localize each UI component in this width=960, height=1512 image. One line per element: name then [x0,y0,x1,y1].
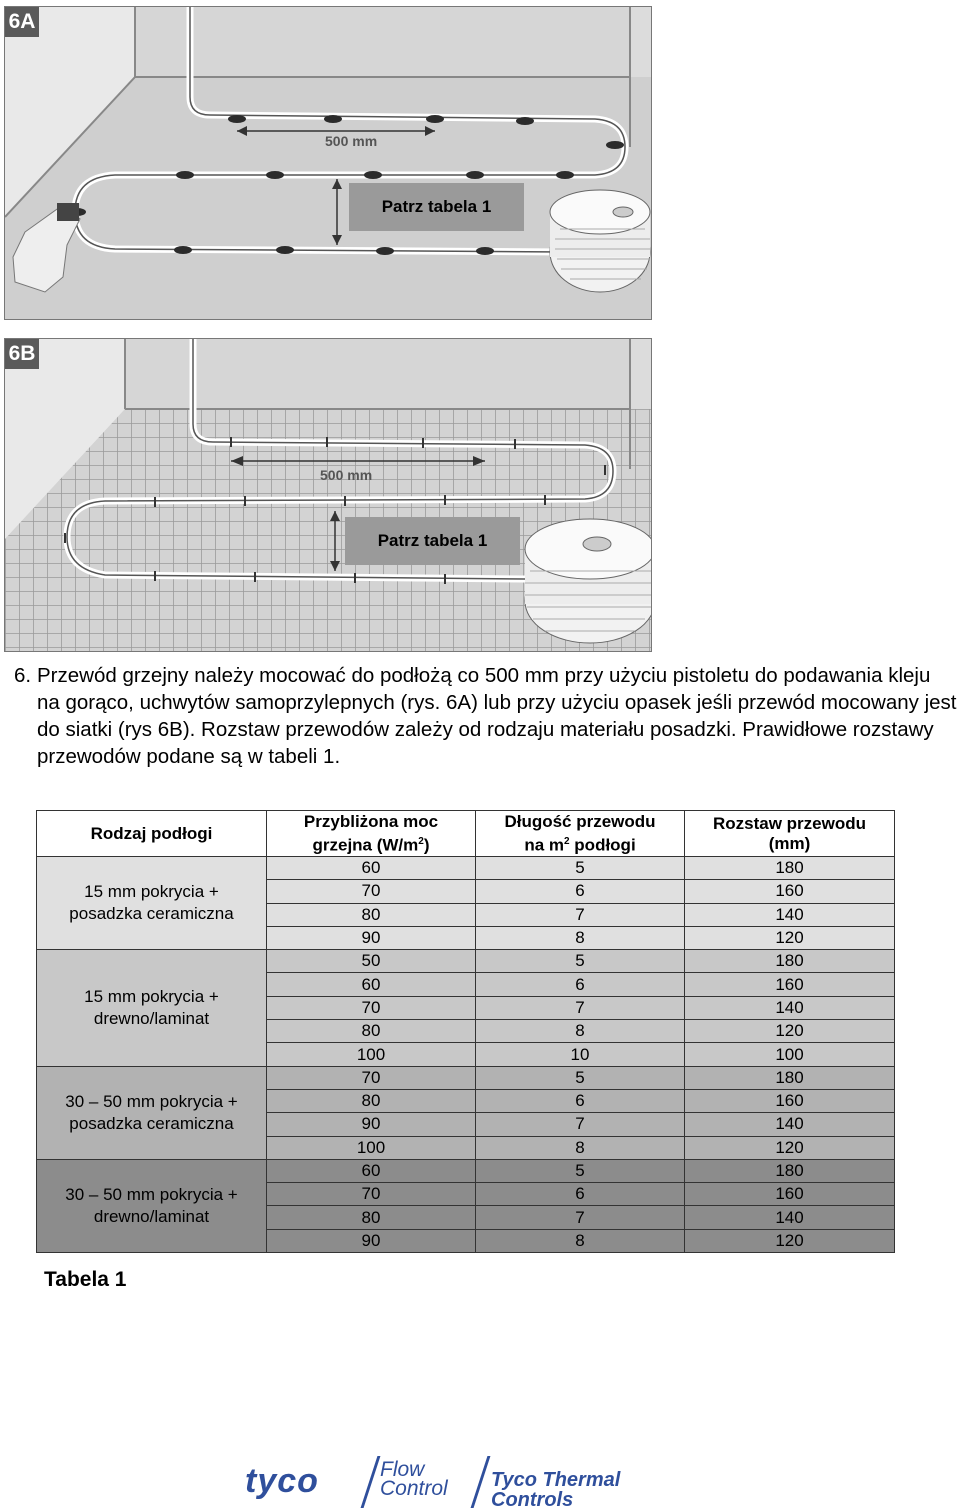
length-cell: 8 [476,1020,685,1043]
length-cell: 7 [476,1206,685,1229]
length-cell: 8 [476,926,685,949]
length-cell: 8 [476,1229,685,1252]
see-table-callout: Patrz tabela 1 [349,183,524,231]
table-row [37,1159,895,1182]
power-cell: 100 [267,1136,476,1159]
cable-spacing-table [36,810,895,1253]
spacing-cell: 160 [685,973,895,996]
spacing-cell: 160 [685,880,895,903]
power-cell: 60 [267,857,476,880]
figure-6b-illustration [5,339,651,651]
floor-type-cell: 15 mm pokrycia + posadzka ceramiczna [37,857,267,950]
table-caption: Tabela 1 [44,1268,127,1291]
power-cell: 80 [267,1020,476,1043]
table-header-row [37,811,895,857]
length-cell: 6 [476,973,685,996]
power-cell: 80 [267,1089,476,1112]
paragraph-number: 6. [14,664,32,687]
flow-control-logo: Flow Control [380,1458,448,1500]
power-cell: 70 [267,996,476,1019]
spacing-cell: 140 [685,903,895,926]
spacing-cell: 180 [685,950,895,973]
figure-6a-illustration [5,7,651,319]
logo-divider [471,1456,491,1508]
col-floor-type: Rodzaj podłogi [37,811,267,857]
length-cell: 6 [476,1183,685,1206]
length-cell: 7 [476,1113,685,1136]
floor-type-cell: 15 mm pokrycia + drewno/laminat [37,950,267,1066]
length-cell: 5 [476,1159,685,1182]
power-cell: 80 [267,903,476,926]
length-cell: 5 [476,950,685,973]
length-cell: 7 [476,996,685,1019]
figure-6a-tag: 6A [5,7,39,37]
see-table-callout: Patrz tabela 1 [345,517,520,565]
paragraph-text: Przewód grzejny należy mocować do podłożą co 500 mm przy użyciu pistoletu do podawania kleju na gorąco, uchwytów samoprzylepnych (rys. 6A) lub przy użyciu opasek jeśli przewód mocowany jest do siatki (rys 6B). Rozstaw przewodów zależy od rodzaju materiału posadzki. Prawidłowe rozstawy przewodów podane są w tabeli 1. [37,664,957,768]
power-cell: 70 [267,880,476,903]
figure-6b-tag: 6B [5,339,39,369]
tyco-logo: tyco [245,1462,319,1500]
spacing-cell: 160 [685,1089,895,1112]
spacing-cell: 140 [685,1113,895,1136]
power-cell: 60 [267,973,476,996]
figure-6b [4,338,652,652]
spacing-cell: 140 [685,1206,895,1229]
power-cell: 50 [267,950,476,973]
length-cell: 8 [476,1136,685,1159]
spacing-dimension-label: 500 mm [325,133,378,149]
power-cell: 70 [267,1066,476,1089]
spacing-cell: 120 [685,926,895,949]
logo-divider [361,1456,381,1508]
spacing-cell: 120 [685,1020,895,1043]
spacing-cell: 100 [685,1043,895,1066]
tyco-thermal-controls-logo: Tyco Thermal Controls [491,1469,621,1511]
spacing-cell: 120 [685,1229,895,1252]
spacing-cell: 120 [685,1136,895,1159]
length-cell: 5 [476,857,685,880]
power-cell: 100 [267,1043,476,1066]
floor-type-cell: 30 – 50 mm pokrycia + posadzka ceramiczna [37,1066,267,1159]
col-cable-spacing: Rozstaw przewodu (mm) [685,811,895,857]
power-cell: 60 [267,1159,476,1182]
power-cell: 90 [267,1229,476,1252]
table-row [37,950,895,973]
col-cable-length: Długość przewodu na $m^2$ podłogi [476,811,685,857]
length-cell: 10 [476,1043,685,1066]
footer-logos [245,1452,665,1510]
table-row [37,857,895,880]
spacing-cell: 180 [685,1159,895,1182]
floor-type-cell: 30 – 50 mm pokrycia + drewno/laminat [37,1159,267,1252]
power-cell: 90 [267,1113,476,1136]
spacing-cell: 180 [685,1066,895,1089]
spacing-dimension-label: 500 mm [320,467,373,483]
length-cell: 7 [476,903,685,926]
power-cell: 80 [267,1206,476,1229]
spacing-cell: 180 [685,857,895,880]
figure-6a [4,6,652,320]
length-cell: 5 [476,1066,685,1089]
spacing-cell: 160 [685,1183,895,1206]
length-cell: 6 [476,880,685,903]
power-cell: 70 [267,1183,476,1206]
instruction-paragraph [14,662,958,770]
length-cell: 6 [476,1089,685,1112]
col-power: Przybliżona moc grzejna $(W/m^2)$ [267,811,476,857]
power-cell: 90 [267,926,476,949]
spacing-cell: 140 [685,996,895,1019]
table-row [37,1066,895,1089]
